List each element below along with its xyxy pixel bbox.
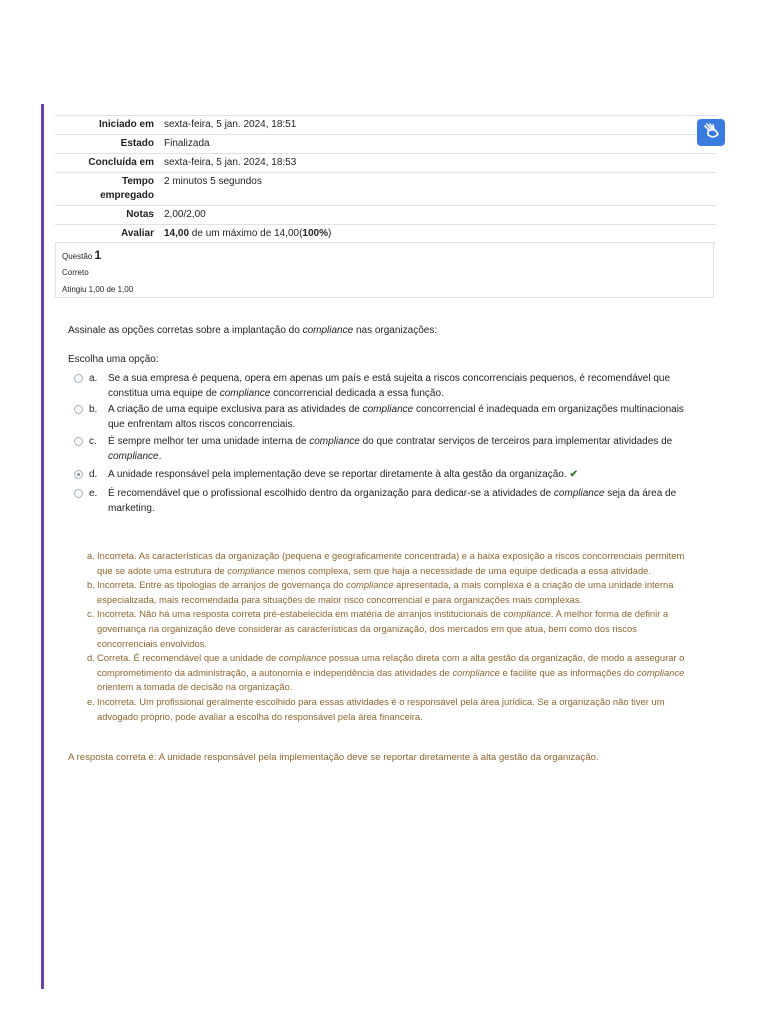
question-text-post: nas organizações: (353, 325, 438, 336)
summary-key: Concluída em (55, 154, 159, 173)
option-letter: d. (89, 469, 98, 480)
option-letter: b. (89, 404, 98, 415)
summary-key-line2: empregado (100, 190, 154, 201)
summary-value: sexta-feira, 5 jan. 2024, 18:51 (159, 116, 716, 135)
question-text-pre: Assinale as opções corretas sobre a implantação do (68, 325, 303, 336)
summary-row-completed (55, 154, 716, 173)
summary-value: 2,00/2,00 (159, 206, 716, 225)
grade-end: ) (328, 228, 332, 239)
right-answer: A resposta correta é: A unidade responsável pela implementação deve se reportar diretamente à alta gestão da organização. (68, 752, 599, 763)
question-text-em: compliance (302, 325, 354, 336)
grade-mid: de um máximo de 14,00( (189, 228, 303, 239)
grade-score: 14,00 (164, 228, 190, 239)
feedback-item: d. Correta. É recomendável que a unidade de compliance possua uma relação direta com a alta gestão da organização, de modo a assegurar o comprometimento da administração, a autonomia e independência das atividades de compliance e facilite que as informações do compliance orientem a tomada de decisão na organização. (87, 652, 685, 693)
question-status: Correto (62, 268, 89, 277)
feedback-item: c. Incorreta. Não há uma resposta correta pré-estabelecida em matéria de arranjos institucionais de compliance. A melhor forma de definir a governança na organização deve considerar as características da organização, dos mercados em que atua, bem como dos riscos concorrenciais envolvidos. (87, 608, 669, 649)
question-text (68, 325, 437, 336)
summary-value: Finalizada (159, 135, 716, 154)
option-text: A unidade responsável pela implementação deve se reportar diretamente à alta gestão da organização. ✔ (108, 469, 579, 480)
option-text: É sempre melhor ter uma unidade interna de compliance do que contratar serviços de terceiros para implementar atividades de compliance. (108, 436, 673, 462)
sign-language-icon (702, 123, 720, 142)
question-info-box (55, 242, 714, 298)
summary-row-marks (55, 206, 716, 225)
option-text: A criação de uma equipe exclusiva para as atividades de compliance concorrencial é inadequada em organizações multinacionais que enfrentam altos riscos concorrenciais. (108, 404, 684, 430)
option-radio[interactable] (74, 374, 83, 383)
left-accent-bar (41, 104, 44, 989)
option-letter: a. (89, 373, 98, 384)
grade-percent: 100% (302, 228, 328, 239)
answer-prompt: Escolha uma opção: (68, 354, 159, 365)
option-radio[interactable] (74, 405, 83, 414)
option-text: É recomendável que o profissional escolhido dentro da organização para dedicar-se a atividades de compliance seja da área de marketing. (108, 488, 677, 514)
summary-key: Notas (55, 206, 159, 225)
checkmark-icon: ✔ (569, 469, 579, 480)
feedback-item: a. Incorreta. As características da organização (pequena e geograficamente concentrada) e a baixa exposição a riscos concorrenciais permitem que se adote uma estrutura de compliance menos complexa, sem que haja a necessidade de uma equipe dedicada a essa atividade. (87, 550, 685, 576)
summary-key (55, 173, 159, 206)
summary-key: Estado (55, 135, 159, 154)
summary-row-time (55, 173, 716, 206)
option-radio-selected[interactable] (74, 470, 83, 479)
question-label: Questão (62, 252, 93, 261)
summary-key-line1: Tempo (121, 176, 154, 187)
accessibility-button[interactable] (697, 119, 725, 146)
summary-row-state (55, 135, 716, 154)
question-mark: Atingiu 1,00 de 1,00 (62, 285, 134, 294)
question-number-value: 1 (94, 248, 102, 262)
option-letter: c. (89, 436, 97, 447)
summary-key: Iniciado em (55, 116, 159, 135)
summary-row-started (55, 116, 716, 135)
summary-value: 2 minutos 5 segundos (159, 173, 716, 206)
summary-value (159, 225, 716, 244)
feedback-item: e. Incorreta. Um profissional geralmente escolhido para essas atividades é o responsável pela área jurídica. Se a organização não tiver um advogado próprio, pode avaliar a escolha do responsável pela área financeira. (87, 695, 665, 722)
option-radio[interactable] (74, 437, 83, 446)
option-letter: e. (89, 488, 98, 499)
option-text: Se a sua empresa é pequena, opera em apenas um país e está sujeita a riscos concorrenciais pequenos, é recomendável que constitua uma equipe de compliance concorrencial dedicada a essa função. (108, 373, 671, 399)
option-radio[interactable] (74, 489, 83, 498)
general-feedback (87, 549, 697, 724)
question-number (62, 247, 707, 264)
summary-value: sexta-feira, 5 jan. 2024, 18:53 (159, 154, 716, 173)
feedback-item: b. Incorreta. Entre as tipologias de arranjos de governança do compliance apresentada, a mais complexa é a criação de uma unidade interna especializada, mais recomendada para situações de maior risco concorrencial e para organizações mais complexas. (87, 579, 674, 605)
attempt-summary-table (55, 115, 716, 244)
summary-row-grade (55, 225, 716, 244)
summary-key: Avaliar (55, 225, 159, 244)
